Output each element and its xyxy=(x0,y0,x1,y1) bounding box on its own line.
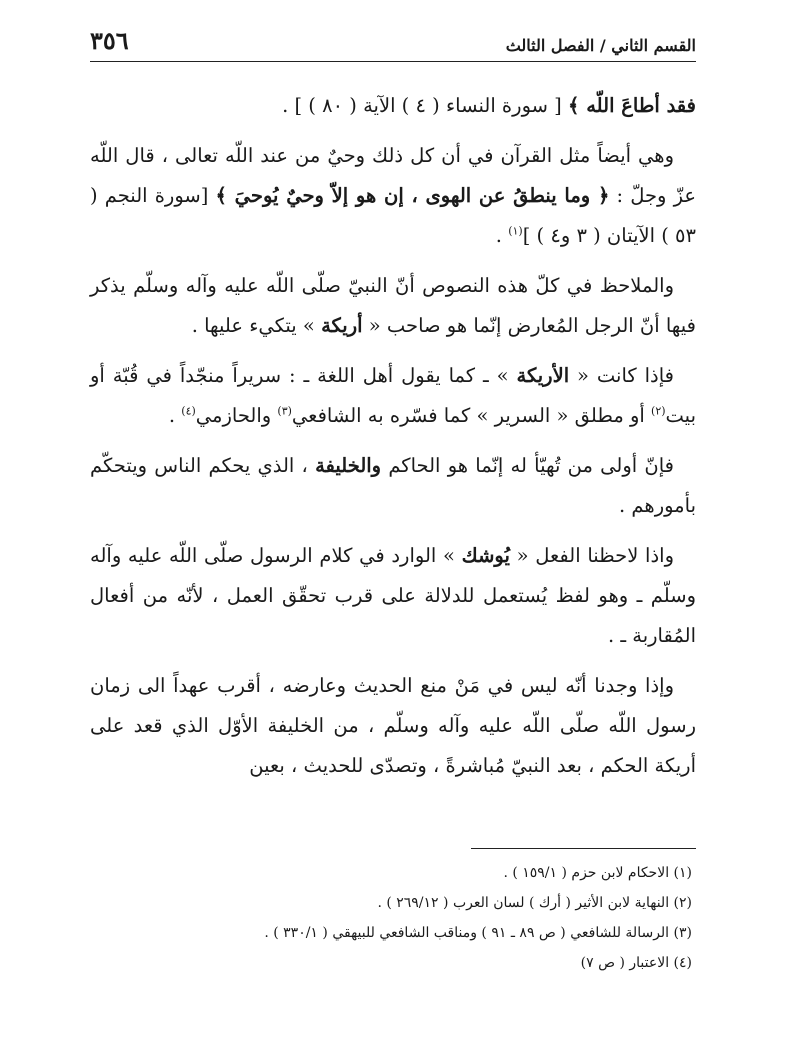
paragraph-2 xyxy=(90,136,696,256)
body-segment: [سورة النجم ( ٥٣ ) الآيتان ( ٣ و٤ ) ] xyxy=(90,184,696,247)
body-segment: ، الذي يحكم الناس ويتحكّم بأمورهم . xyxy=(90,454,696,517)
body-segment: فإنّ أولى من تُهيّأ له إنّما هو الحاكم xyxy=(381,454,674,477)
body-segment: والملاحظ في كلّ هذه النصوص أنّ النبيّ صلّى اللّه عليه وآله وسلّم يذكر فيها أنّ الرجل المُعارض إنّما هو صاحب « xyxy=(90,274,696,337)
body-segment: واذا لاحظنا الفعل « xyxy=(509,544,674,567)
emphasis-text: والخليفة xyxy=(315,454,382,477)
paragraph-6 xyxy=(90,536,696,656)
body-text xyxy=(90,86,696,796)
footnotes xyxy=(90,858,692,978)
body-segment: أو مطلق « السرير » كما فسّره به الشافعي xyxy=(291,404,652,427)
running-head: القسم الثاني / الفصل الثالث xyxy=(505,36,696,55)
footnote-divider xyxy=(471,848,696,849)
footnote-3: (٣) الرسالة للشافعي ( ص ٨٩ ـ ٩١ ) ومناقب الشافعي للبيهقي ( ٣٣٠/١ ) . xyxy=(264,925,692,941)
body-segment: » الوارد في كلام الرسول صلّى اللّه عليه وآله وسلّم ـ وهو لفظ يُستعمل للدلالة على قرب تحقّق العمل ، لأنّه من أفعال المُقاربة ـ . xyxy=(90,544,696,647)
page-number: ٣٥٦ xyxy=(90,26,129,55)
body-segment: وهي أيضاً مثل القرآن في أن كل ذلك وحيٌ من عند اللّه تعالى ، قال اللّه عزّ وجلّ : xyxy=(90,144,696,207)
footnote-4: (٤) الاعتبار ( ص ٧) xyxy=(580,955,692,971)
emphasis-text: فقد أطاعَ اللّه ﴾ xyxy=(568,94,696,117)
paragraph-4 xyxy=(90,356,696,436)
footnote-ref: (٢) xyxy=(651,404,666,418)
emphasis-text: الأريكة xyxy=(516,364,570,387)
body-segment: [ سورة النساء ( ٤ ) الآية ( ٨٠ ) ] . xyxy=(282,94,568,117)
footnote-ref: (١) xyxy=(508,224,523,238)
body-segment: . xyxy=(168,404,182,427)
footnote-1: (١) الاحكام لابن حزم ( ١٥٩/١ ) . xyxy=(503,865,692,881)
body-segment: وإذا وجدنا أنّه ليس في مَنْ منع الحديث وعارضه ، أقرب عهداً الى زمان رسول اللّه صلّى اللّه عليه وآله وسلّم ، من الخليفة الأوّل الذي قعد على أريكة الحكم ، بعد النبيّ مُباشرةً ، وتصدّى للحديث ، بعين xyxy=(90,674,696,777)
footnote-ref: (٣) xyxy=(277,404,292,418)
paragraph-1 xyxy=(90,86,696,126)
emphasis-text: يُوشك xyxy=(461,544,510,567)
page-header xyxy=(90,26,696,62)
paragraph-7 xyxy=(90,666,696,786)
body-segment: فإذا كانت « xyxy=(569,364,674,387)
body-segment: » يتكيء عليها . xyxy=(191,314,322,337)
emphasis-text: ﴿ وما ينطقُ عن الهوى ، إن هو إلاّ وحيٌ يُوحيَ ﴾ xyxy=(215,184,610,207)
footnote-2: (٢) النهاية لابن الأثير ( أرك ) لسان العرب ( ٢٦٩/١٢ ) . xyxy=(377,895,692,911)
paragraph-5 xyxy=(90,446,696,526)
footnote-ref: (٤) xyxy=(181,404,196,418)
body-segment: . xyxy=(495,224,509,247)
body-segment: » ـ كما يقول أهل اللغة ـ : سريراً منجّداً في قُبّة أو بيت xyxy=(90,364,696,427)
emphasis-text: أريكة xyxy=(321,314,363,337)
body-segment: والحازمي xyxy=(195,404,278,427)
paragraph-3 xyxy=(90,266,696,346)
